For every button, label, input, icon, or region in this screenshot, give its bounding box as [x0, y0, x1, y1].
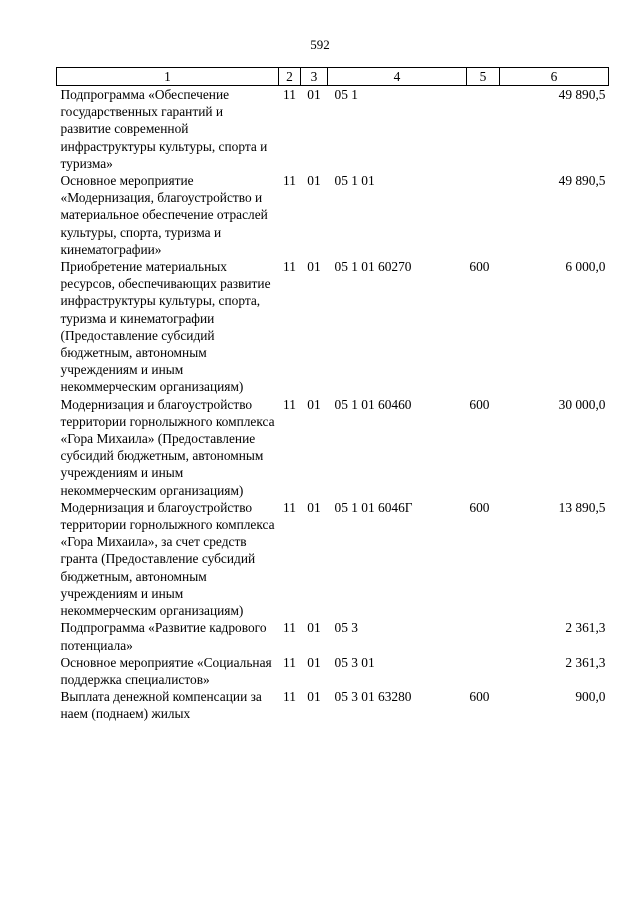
- row-section: 11: [283, 173, 296, 189]
- row-section: 11: [283, 259, 296, 275]
- row-expense-type: [467, 654, 500, 688]
- row-amount: 2 361,3: [565, 620, 606, 636]
- row-subsection: 01: [307, 689, 321, 705]
- table-header-row: [57, 68, 609, 86]
- row-target-article: 05 1 01: [334, 173, 375, 189]
- row-target-article: 05 3 01 63280: [334, 689, 412, 705]
- row-section: 11: [283, 689, 296, 705]
- row-target-article: 05 3 01: [334, 654, 375, 670]
- row-name: Модернизация и благоустройство территории горнолыжного комплекса «Гора Михаила» (Предоставление субсидий бюджетным, автономным учреждениям и иным некоммерческим организациям): [60, 396, 275, 498]
- row-subsection: 01: [307, 259, 321, 275]
- row-amount: 6 000,0: [565, 259, 606, 275]
- row-expense-type: [467, 86, 500, 173]
- header-col-2: 2: [279, 68, 301, 86]
- row-amount: 900,0: [575, 689, 606, 705]
- row-subsection: 01: [307, 620, 321, 636]
- row-expense-type: 600: [469, 499, 490, 515]
- row-name: Выплата денежной компенсации за наем (поднаем) жилых: [60, 689, 262, 722]
- header-col-4: 4: [328, 68, 467, 86]
- row-target-article: 05 1 01 6046Г: [334, 499, 413, 515]
- header-col-3: 3: [301, 68, 328, 86]
- row-subsection: 01: [307, 499, 321, 515]
- header-col-6: 6: [500, 68, 609, 86]
- row-amount: 49 890,5: [558, 87, 606, 102]
- row-name: Приобретение материальных ресурсов, обеспечивающих развитие инфраструктуры культуры, спорта, туризма и кинематографии (Предоставление субсидий бюджетным, автономным учреждениям и иным некоммерческим организациям): [60, 259, 271, 395]
- table-row: [57, 619, 609, 653]
- row-name: Основное мероприятие «Социальная поддержка специалистов»: [60, 654, 272, 687]
- row-section: 11: [283, 654, 296, 670]
- row-expense-type: 600: [469, 689, 490, 705]
- row-expense-type: 600: [469, 396, 490, 412]
- row-subsection: 01: [307, 654, 321, 670]
- table-row: [57, 654, 609, 688]
- row-target-article: 05 1 01 60270: [334, 259, 412, 275]
- row-section: 11: [283, 87, 296, 102]
- row-section: 11: [283, 396, 296, 412]
- header-col-5: 5: [467, 68, 500, 86]
- table-row: [57, 688, 609, 722]
- row-expense-type: [467, 619, 500, 653]
- table-row: [57, 86, 609, 173]
- table-row: [57, 499, 609, 619]
- page-number: 592: [310, 37, 330, 52]
- row-name: Модернизация и благоустройство территории горнолыжного комплекса «Гора Михаила», за счет средств гранта (Предоставление субсидий бюджетным, автономным учреждениям и иным некоммерческим организациям): [60, 499, 275, 619]
- row-expense-type: [467, 172, 500, 258]
- header-col-1: 1: [57, 68, 279, 86]
- table-row: [57, 258, 609, 396]
- row-subsection: 01: [307, 87, 321, 102]
- row-section: 11: [283, 620, 296, 636]
- row-amount: 2 361,3: [565, 654, 606, 670]
- row-target-article: 05 3: [334, 620, 358, 636]
- row-name: Подпрограмма «Обеспечение государственных гарантий и развитие современной инфраструктуры культуры, спорта и туризма»: [60, 87, 268, 171]
- row-target-article: 05 1 01 60460: [334, 396, 412, 412]
- row-name: Основное мероприятие «Модернизация, благоустройство и материальное обеспечение отраслей культуры, спорта, туризма и кинематографии»: [60, 173, 268, 257]
- row-expense-type: 600: [469, 259, 490, 275]
- row-amount: 30 000,0: [558, 396, 606, 412]
- row-subsection: 01: [307, 173, 321, 189]
- row-name: Подпрограмма «Развитие кадрового потенциала»: [60, 620, 267, 653]
- row-target-article: 05 1: [334, 87, 358, 102]
- row-amount: 49 890,5: [558, 173, 606, 189]
- row-subsection: 01: [307, 396, 321, 412]
- budget-table: [56, 67, 609, 723]
- row-section: 11: [283, 499, 296, 515]
- table-row: [57, 172, 609, 258]
- table-row: [57, 396, 609, 499]
- row-amount: 13 890,5: [558, 499, 606, 515]
